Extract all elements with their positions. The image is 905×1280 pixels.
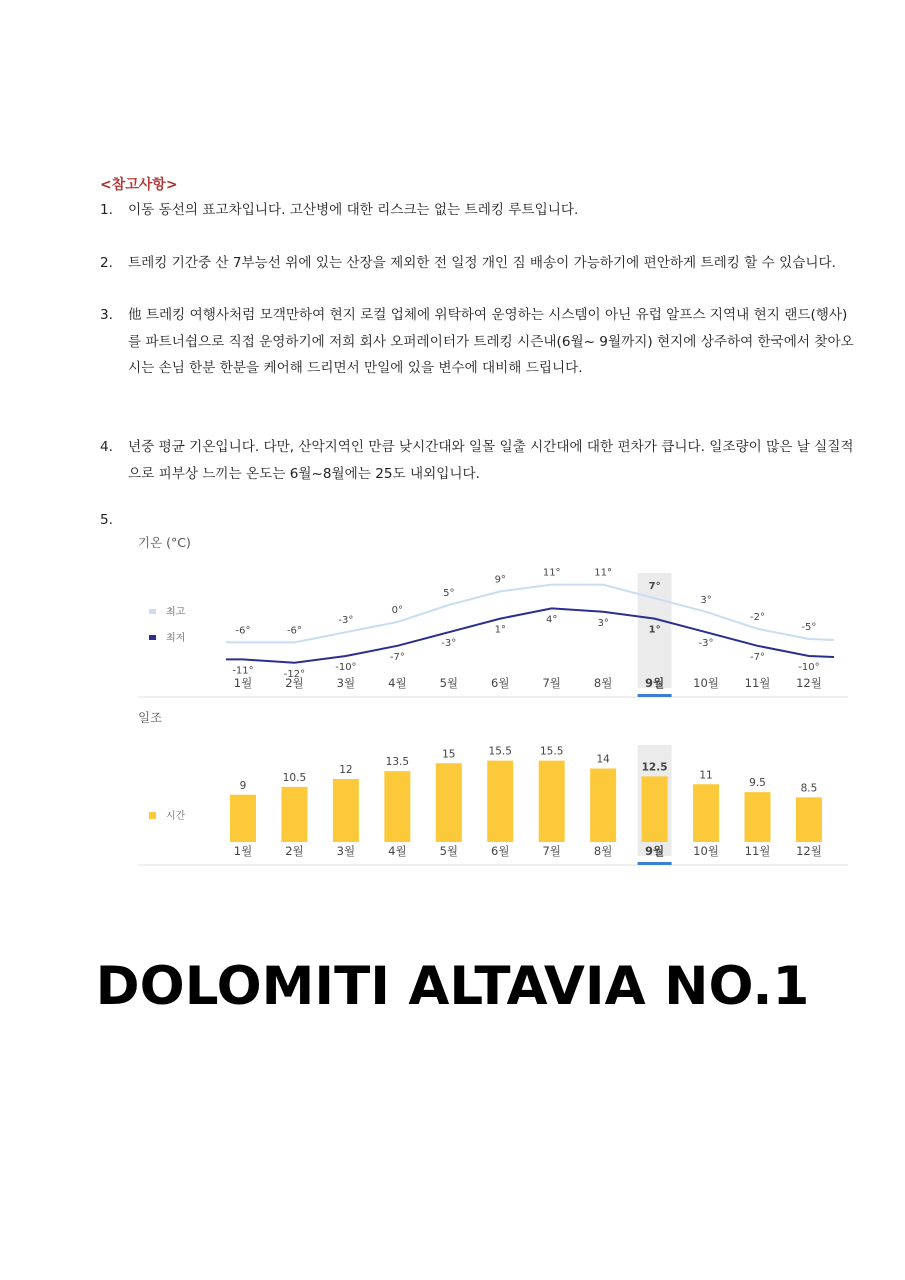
x-tick-label: 5월 xyxy=(439,844,459,858)
bar xyxy=(642,776,668,842)
data-label: 15.5 xyxy=(540,745,564,758)
x-tick-label: 8월 xyxy=(593,844,613,858)
x-tick-label: 10월 xyxy=(693,844,719,858)
note-text: 이동 동선의 표고차입니다. 고산병에 대한 리스크는 없는 트레킹 루트입니다. xyxy=(128,202,579,218)
note-number: 5. xyxy=(100,512,113,528)
data-label-low: 3° xyxy=(597,617,609,629)
x-tick-label: 12월 xyxy=(796,676,822,690)
bar xyxy=(281,787,307,842)
chart-title: 일조 xyxy=(138,710,163,725)
x-tick-label: 3월 xyxy=(336,676,356,690)
data-label-high: -5° xyxy=(801,622,817,633)
x-tick-label: 8월 xyxy=(593,676,613,690)
data-label: 8.5 xyxy=(800,782,818,795)
data-label-low: 4° xyxy=(546,614,558,626)
bar xyxy=(539,761,565,842)
data-label: 15.5 xyxy=(488,745,512,758)
data-label: 14 xyxy=(596,753,610,766)
data-label-high: 3° xyxy=(700,594,712,606)
data-label: 12 xyxy=(339,764,353,776)
data-label-low: -10° xyxy=(798,662,820,673)
route-title: DOLOMITI ALTAVIA NO.1 xyxy=(95,956,810,1017)
bar xyxy=(384,771,410,842)
data-label-low: -7° xyxy=(389,651,405,663)
legend-swatch-high xyxy=(149,609,156,614)
x-tick-label: 1월 xyxy=(233,844,253,858)
data-label-low: -10° xyxy=(335,662,357,673)
bar xyxy=(590,769,616,843)
legend-swatch-low xyxy=(149,635,156,640)
highlight-underline xyxy=(638,694,672,697)
x-tick-label: 11월 xyxy=(744,844,771,858)
x-tick-label: 1월 xyxy=(233,676,253,690)
data-label: 11 xyxy=(699,769,713,782)
x-tick-label: 10월 xyxy=(693,676,719,690)
legend-label-high: 최고 xyxy=(166,607,186,618)
data-label-high: -2° xyxy=(750,611,765,623)
bar xyxy=(230,795,256,842)
x-tick-label: 4월 xyxy=(388,844,407,858)
note-text: 他 트레킹 여행사처럼 모객만하여 현지 로컬 업체에 위탁하여 운영하는 시스템이 아닌 유럽 알프스 지역내 현지 랜드(행사)를 파트너쉽으로 직접 운영하기에 저희 회사 오퍼레이터가 트레킹 시즌내(6월~ 9월까지) 현지에 상주하여 한국에서 찾아오시는 손님 한분 한분을 케어해 드리면서 만일에 있을 변수에 대비해 드립니다. xyxy=(128,307,854,376)
data-label: 13.5 xyxy=(385,756,410,769)
x-tick-label: 3월 xyxy=(336,844,356,858)
bar xyxy=(436,763,462,842)
legend-label-low: 최저 xyxy=(166,633,186,644)
data-label-low: -3° xyxy=(441,638,457,650)
data-label-high: -6° xyxy=(286,625,302,637)
data-label-high: 9° xyxy=(494,574,506,586)
data-label-high: -6° xyxy=(235,625,251,637)
x-tick-label: 9월 xyxy=(645,844,665,858)
note-text: 년중 평균 기온입니다. 다만, 산악지역인 만큼 낮시간대와 일몰 일출 시간대에 대한 편차가 큽니다. 일조량이 많은 날 실질적으로 피부상 느끼는 온도는 6월~8월에는 25도 내외입니다. xyxy=(128,439,854,482)
legend-swatch xyxy=(149,812,156,819)
x-tick-label: 4월 xyxy=(388,676,407,690)
legend-label: 시간 xyxy=(166,811,186,822)
notes-heading: <참고사항> xyxy=(100,177,178,193)
note-number: 3. xyxy=(100,307,113,323)
data-label-low: -3° xyxy=(698,638,714,650)
note-text: 트레킹 기간중 산 7부능선 위에 있는 산장을 제외한 전 일정 개인 짐 배송이 가능하기에 편안하게 트레킹 할 수 있습니다. xyxy=(128,255,836,271)
data-label-low: 1° xyxy=(494,624,506,636)
series-line-low xyxy=(226,608,834,662)
data-label: 15 xyxy=(442,748,456,761)
data-label: 12.5 xyxy=(641,761,668,774)
data-label-high: 5° xyxy=(443,588,455,599)
x-tick-label: 11월 xyxy=(744,676,771,690)
x-tick-label: 2월 xyxy=(285,676,304,690)
x-tick-label: 5월 xyxy=(439,676,459,690)
data-label-low: -11° xyxy=(232,665,254,677)
highlight-underline xyxy=(638,862,672,865)
bar xyxy=(796,797,822,842)
sunshine-chart xyxy=(138,710,848,865)
x-tick-label: 2월 xyxy=(285,844,304,858)
data-label-high: 7° xyxy=(648,581,661,593)
temperature-chart xyxy=(138,535,848,697)
bar xyxy=(333,779,359,842)
data-label-high: 11° xyxy=(594,567,613,579)
data-label-low: -12° xyxy=(283,668,306,680)
data-label-high: -3° xyxy=(338,615,354,627)
data-label: 9 xyxy=(239,779,247,792)
note-number: 2. xyxy=(100,255,113,271)
x-tick-label: 6월 xyxy=(491,844,510,858)
x-tick-label: 7월 xyxy=(542,844,561,858)
chart-title: 기온 (°C) xyxy=(138,535,191,550)
bar xyxy=(745,792,771,842)
bar xyxy=(693,784,719,842)
data-label-low: 1° xyxy=(648,624,661,636)
bar xyxy=(487,761,513,842)
data-label: 9.5 xyxy=(749,777,766,790)
x-tick-label: 7월 xyxy=(542,676,561,690)
x-tick-label: 9월 xyxy=(645,676,665,690)
data-label-low: -7° xyxy=(750,651,765,663)
x-tick-label: 12월 xyxy=(796,844,822,858)
x-tick-label: 6월 xyxy=(491,676,510,690)
data-label-high: 0° xyxy=(391,605,404,616)
note-number: 1. xyxy=(100,202,113,218)
note-number: 4. xyxy=(100,439,113,455)
data-label-high: 11° xyxy=(542,567,561,579)
data-label: 10.5 xyxy=(282,771,307,784)
